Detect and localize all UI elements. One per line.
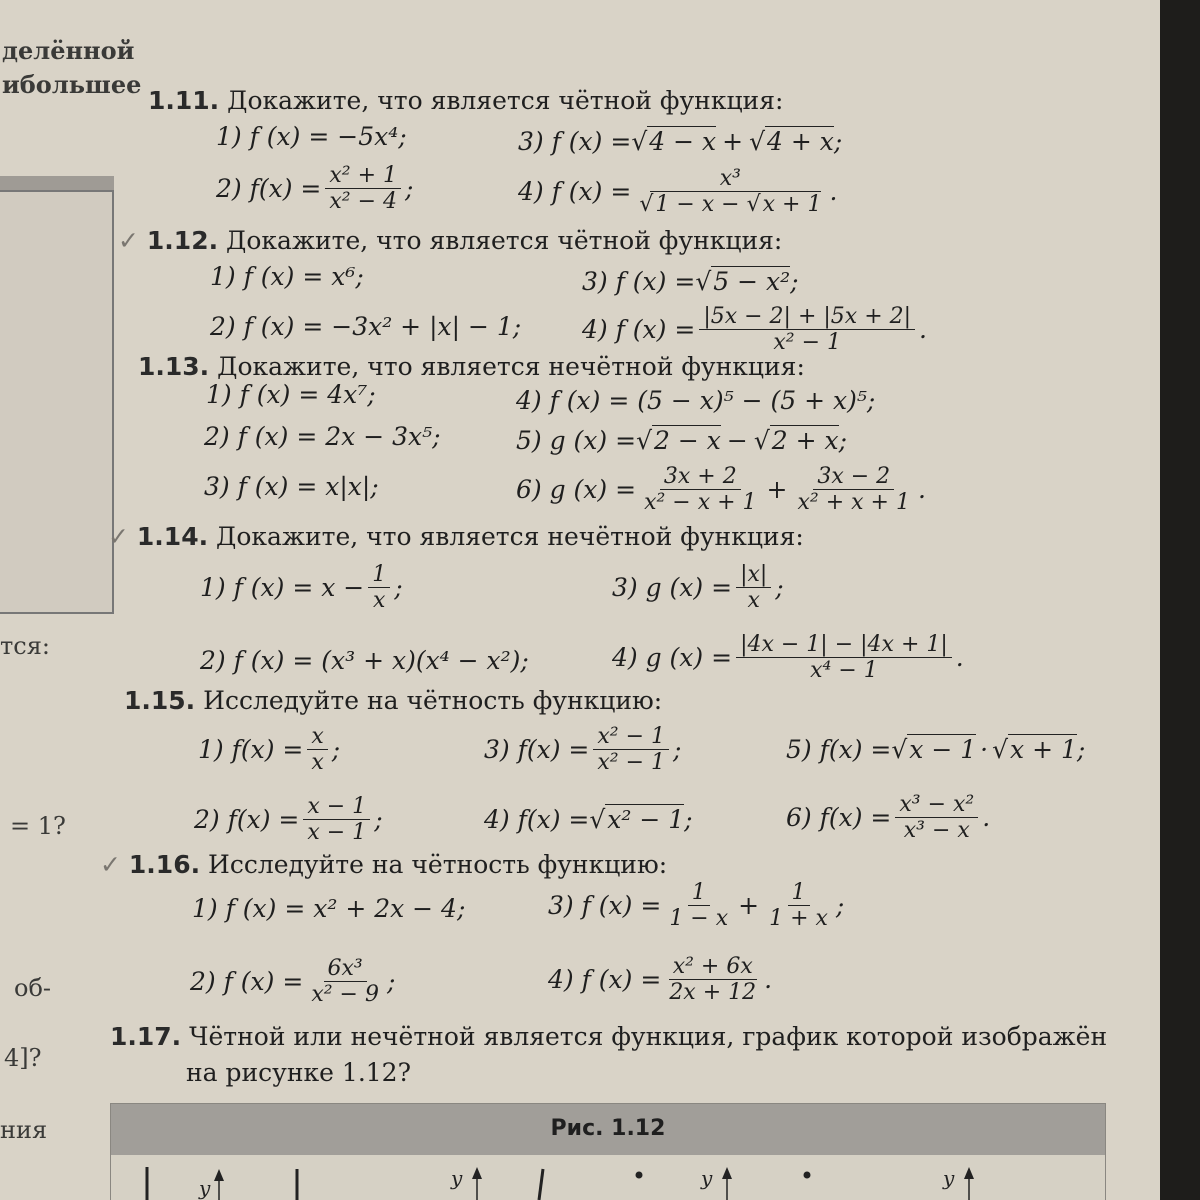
p15-item-5: 5) f(x) = √ x − 1 · √ x + 1 ; <box>786 734 1086 764</box>
label: 2) f(x) = <box>216 174 322 204</box>
numerator: x² + 6x <box>669 954 757 980</box>
p11-item-2 <box>216 163 413 215</box>
p13-item-6: 6) g (x) = $\frac{3x + 2}{\text{x² − x + 1}}$ + $\frac{3x - 2}{\text{x² + x + 1}}$ . <box>516 464 926 516</box>
label: 2) f (x) = <box>190 967 304 997</box>
p11-item-3: 3) f (x) = √ 4 − x + √ 4 + x ; <box>518 126 843 156</box>
end: . <box>764 965 773 995</box>
sidebar-box <box>0 190 114 614</box>
fraction <box>765 880 832 932</box>
p16-item-2 <box>190 956 395 1008</box>
p16-item-4 <box>548 954 772 1006</box>
problem-number: 1.16. <box>128 850 201 879</box>
label: 4) g (x) = <box>612 643 733 673</box>
y-axis-arrow-icon <box>214 1169 224 1181</box>
problem-title: Докажите, что является чётной функция: <box>227 86 784 115</box>
fraction <box>736 632 952 684</box>
numerator: x³ − x² <box>895 792 978 818</box>
numerator: |x| <box>736 562 771 588</box>
p15-item-6 <box>786 792 990 844</box>
label: 3) g (x) = <box>612 573 733 603</box>
end: ; <box>405 174 414 204</box>
fraction <box>640 464 760 516</box>
sqrt-sign: √ <box>753 425 770 455</box>
p15-item-4 <box>484 804 693 834</box>
p15-item-1 <box>198 724 340 776</box>
denominator: x³ − x <box>903 818 970 844</box>
y-axis-label: y <box>451 1166 463 1190</box>
denominator: x² + x + 1 <box>797 490 910 516</box>
numerator: |4x − 1| − |4x + 1| <box>736 632 952 658</box>
p14-item-2: 2) f (x) = (x³ + x)(x⁴ − x²); <box>200 646 529 675</box>
fraction <box>368 562 390 614</box>
p15-item-2 <box>194 794 383 846</box>
p13-item-3: 3) f (x) = x|x|; <box>204 472 379 501</box>
margin-text-6: 4]? <box>4 1044 42 1072</box>
margin-text-1: делённой <box>2 36 135 65</box>
y-axis-label: y <box>943 1166 955 1190</box>
end: . <box>955 643 964 673</box>
graph-point <box>804 1172 811 1179</box>
problem-number: 1.14. <box>136 522 209 551</box>
p13-item-1: 1) f (x) = 4x⁷; <box>206 380 376 409</box>
numerator: 1 <box>788 880 810 906</box>
numerator: |5x − 2| + |5x + 2| <box>699 304 915 330</box>
problem-1-14-heading <box>108 522 804 551</box>
y-axis-arrow-icon <box>722 1167 732 1179</box>
numerator: x² − 1 <box>593 724 669 750</box>
p16-item-1: 1) f (x) = x² + 2x − 4; <box>192 894 466 923</box>
problem-number: 1.11. <box>148 86 220 115</box>
numerator: 3x − 2 <box>813 464 894 490</box>
fraction <box>593 724 669 776</box>
fraction <box>665 880 732 932</box>
p14-item-3 <box>612 562 784 614</box>
end: ; <box>374 805 383 835</box>
sqrt-sign: √ <box>992 734 1009 764</box>
margin-text-4: = 1? <box>10 812 66 840</box>
margin-text-5: об- <box>14 974 52 1002</box>
p12-item-3 <box>582 266 799 296</box>
problem-title: Исследуйте на чётность функцию: <box>208 850 668 879</box>
problem-number: 1.12. <box>146 226 219 255</box>
sqrt-sign: √ <box>891 734 908 764</box>
end: ; <box>835 891 845 921</box>
label: 4) f (x) = <box>548 965 662 995</box>
fraction <box>635 166 825 218</box>
y-axis-label: y <box>701 1166 713 1190</box>
end: . <box>982 803 991 833</box>
end: . <box>917 475 926 505</box>
y-axis-arrow-icon <box>964 1167 974 1179</box>
sqrt-sign: √ <box>695 266 712 296</box>
p14-item-4 <box>612 632 964 684</box>
radicand: 4 − x <box>649 127 717 156</box>
label: 6) g (x) = <box>516 475 637 505</box>
numerator: 3x + 2 <box>660 464 741 490</box>
p11-item-4 <box>518 166 837 218</box>
numerator: x³ <box>650 166 811 192</box>
problem-1-13-heading <box>138 352 805 381</box>
problem-1-16-heading <box>100 850 667 879</box>
problem-1-12-heading <box>118 226 782 255</box>
denominator: x² − 4 <box>329 189 398 215</box>
label: 1) f(x) = <box>198 735 304 765</box>
radicand: 5 − x² <box>713 267 791 296</box>
label: 4) f(x) = <box>484 804 590 834</box>
fraction <box>307 956 383 1008</box>
p15-item-3 <box>484 724 681 776</box>
fraction <box>736 562 771 614</box>
denominator: √1 − x − √x + 1 <box>639 192 822 218</box>
figure-header <box>110 1103 1106 1157</box>
problem-title: Докажите, что является чётной функция: <box>226 226 783 255</box>
sqrt-sign: √ <box>589 804 606 834</box>
radicand: x − 1 <box>909 735 977 764</box>
denominator: 1 − x <box>669 906 729 932</box>
fraction <box>895 792 978 844</box>
end: . <box>919 315 927 345</box>
label: 5) f(x) = <box>786 734 892 764</box>
label: 6) f(x) = <box>786 803 892 833</box>
radicand: 4 + x <box>767 127 834 156</box>
end: ; <box>386 967 396 997</box>
fraction <box>307 724 327 776</box>
sqrt-sign: √ <box>636 425 652 455</box>
end: . <box>829 177 838 207</box>
p13-item-2: 2) f (x) = 2x − 3x⁵; <box>204 422 441 451</box>
margin-text-2: ибольшее <box>2 70 142 99</box>
problem-title: Докажите, что является нечётной функция: <box>216 522 804 551</box>
denominator: x − 1 <box>307 820 367 846</box>
radicand: x + 1 <box>762 192 822 218</box>
end: ; <box>838 425 848 455</box>
denominator: x⁴ − 1 <box>810 658 878 684</box>
end: ; <box>673 735 682 765</box>
problem-1-17-heading-cont <box>186 1058 411 1087</box>
p16-item-3: 3) f (x) = $\frac{1}{1 - x}$ + $\frac{1}{1 + x}$ ; <box>548 880 845 932</box>
p13-item-4: 4) f (x) = (5 − x)⁵ − (5 + x)⁵; <box>516 386 876 415</box>
fraction <box>665 954 760 1006</box>
numerator: 1 <box>688 880 710 906</box>
fraction <box>699 304 915 356</box>
end: ; <box>1076 734 1086 764</box>
check-mark-icon: ✓ <box>108 522 129 551</box>
problem-number: 1.15. <box>124 686 196 715</box>
label: 3) f (x) = <box>548 891 662 921</box>
denominator: x² − 1 <box>597 750 666 776</box>
margin-text-7: ния <box>0 1116 48 1144</box>
graph-line <box>539 1169 543 1200</box>
end: ; <box>684 804 693 834</box>
denominator: 2x + 12 <box>669 980 757 1006</box>
denominator: 1 + x <box>769 906 828 932</box>
p12-item-1: 1) f (x) = x⁶; <box>210 262 364 291</box>
margin-text-3: тся: <box>0 632 50 660</box>
y-axis-arrow-icon <box>472 1167 482 1179</box>
problem-title-continued: на рисунке 1.12? <box>186 1058 411 1087</box>
numerator: x <box>307 724 327 750</box>
end: ; <box>331 735 341 765</box>
problem-title: Исследуйте на чётность функцию: <box>203 686 663 715</box>
p14-item-1 <box>200 562 403 614</box>
label: 4) f (x) = <box>582 315 696 345</box>
p11-item-1: 1) f (x) = −5x⁴; <box>216 122 407 151</box>
background-edge <box>1160 0 1200 1200</box>
figure-graphs <box>111 1155 1105 1200</box>
end: ; <box>775 573 784 603</box>
radicand: 2 + x <box>771 426 839 455</box>
fraction <box>325 163 401 215</box>
problem-number: 1.13. <box>138 352 210 381</box>
problem-title: Докажите, что является нечётной функция: <box>217 352 805 381</box>
label: 2) f(x) = <box>194 805 300 835</box>
label: 4) f (x) = <box>518 177 632 207</box>
check-mark-icon: ✓ <box>100 850 121 879</box>
denominator: x² − 1 <box>773 330 841 356</box>
label: 3) f(x) = <box>484 735 590 765</box>
radicand: x² − 1 <box>607 805 685 834</box>
problem-1-17-heading <box>110 1022 1107 1051</box>
denominator: x <box>373 588 386 614</box>
p12-item-2: 2) f (x) = −3x² + |x| − 1; <box>210 312 522 341</box>
radicand: x + 1 <box>1010 735 1077 764</box>
denominator: x² − 9 <box>311 982 379 1008</box>
numerator: 1 <box>368 562 390 588</box>
figure-area <box>110 1155 1106 1200</box>
label: 5) g (x) = <box>516 425 637 455</box>
end: ; <box>833 126 843 156</box>
denominator: x <box>311 750 324 776</box>
figure-title: Рис. 1.12 <box>550 1116 666 1141</box>
p12-item-4 <box>582 304 927 356</box>
radicand: 2 − x <box>654 426 721 455</box>
fraction <box>303 794 370 846</box>
numerator: x − 1 <box>303 794 370 820</box>
sqrt-sign: √ <box>749 126 765 156</box>
problem-number: 1.17. <box>110 1022 182 1051</box>
numerator: 6x³ <box>324 956 367 982</box>
radicand: 1 − x <box>655 192 715 218</box>
numerator: x² + 1 <box>325 163 401 189</box>
label: 3) f (x) = <box>582 266 696 296</box>
problem-1-11-heading <box>148 86 783 115</box>
graph-point <box>636 1172 643 1179</box>
fraction <box>794 464 914 516</box>
denominator: x <box>747 588 760 614</box>
end: ; <box>790 266 799 296</box>
y-axis-label: y <box>199 1176 211 1200</box>
problem-1-15-heading <box>124 686 662 715</box>
check-mark-icon: ✓ <box>118 226 139 255</box>
p13-item-5: 5) g (x) = √ 2 − x − √ 2 + x ; <box>516 425 848 455</box>
denominator: x² − x + 1 <box>644 490 757 516</box>
label: 3) f (x) = <box>518 126 632 156</box>
end: ; <box>394 573 403 603</box>
sqrt-sign: √ <box>631 126 648 156</box>
problem-title: Чётной или нечётной является функция, график которой изображён <box>189 1022 1108 1051</box>
label: 1) f (x) = x − <box>200 573 365 603</box>
